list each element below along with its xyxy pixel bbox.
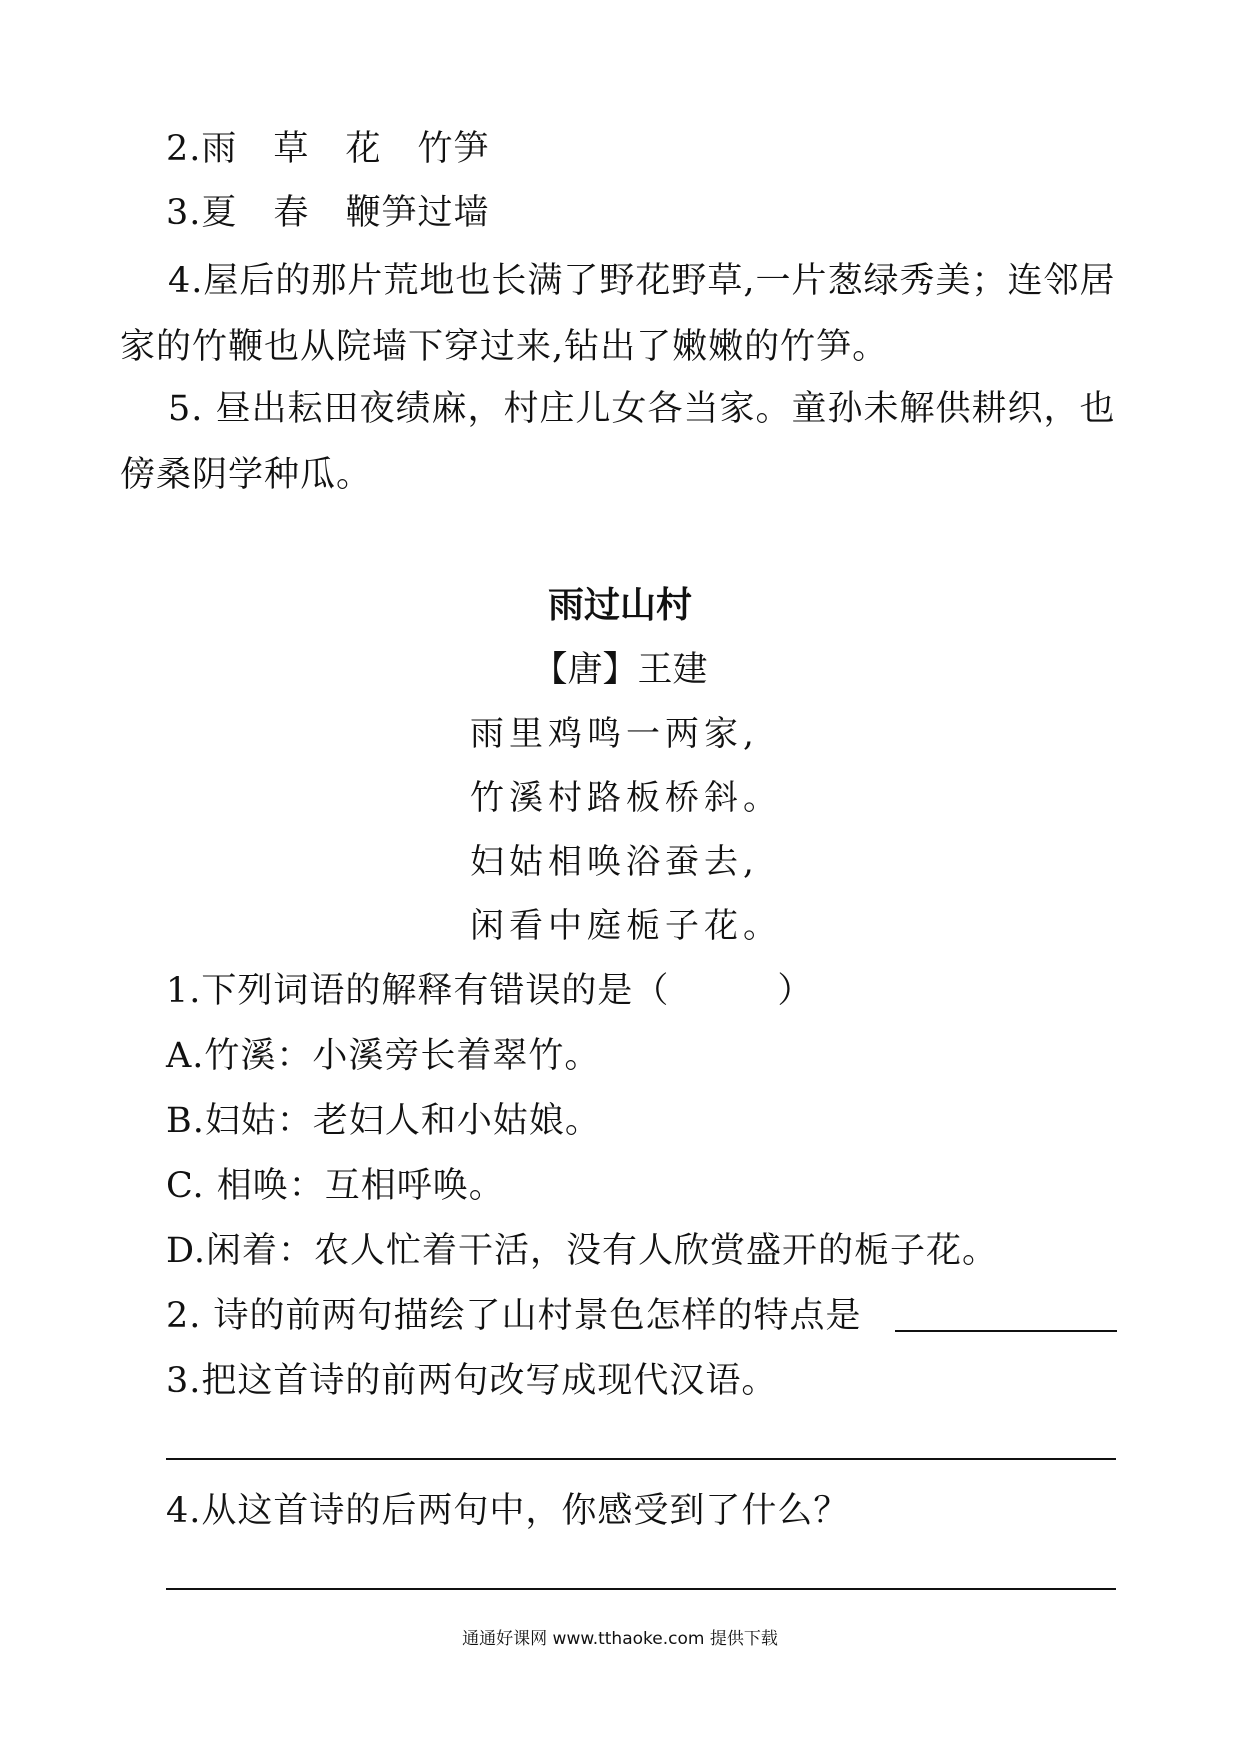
answer-2-number: 2.	[166, 129, 202, 169]
option-d: D.闲着：农人忙着干活，没有人欣赏盛开的栀子花。	[166, 1231, 998, 1271]
poem-line-4: 闲看中庭栀子花。	[470, 906, 782, 946]
answer-2	[166, 128, 489, 170]
poem-line-1: 雨里鸡鸣一两家,	[470, 714, 759, 754]
answer-2-word-1: 雨	[201, 129, 238, 169]
poem-title: 雨过山村	[547, 585, 692, 626]
poem-line-3: 妇姑相唤浴蚕去,	[470, 842, 759, 882]
answer-4: 4.屋后的那片荒地也长满了野花野草,一片葱绿秀美；连邻居家的竹鞭也从院墙下穿过来,钻出了嫩嫩的竹笋。	[120, 261, 1116, 367]
question-1: 1.下列词语的解释有错误的是（ ）	[166, 971, 814, 1011]
question-4: 4.从这首诗的后两句中，你感受到了什么？	[166, 1491, 850, 1531]
answer-2-word-2: 草	[273, 129, 310, 169]
answer-3-number: 3.	[166, 193, 202, 233]
question-2-answer-blank[interactable]	[895, 1330, 1117, 1332]
answer-5: 5. 昼出耘田夜绩麻，村庄儿女各当家。童孙未解供耕织，也傍桑阴学种瓜。	[120, 389, 1116, 495]
answer-3-word-1: 夏	[201, 193, 238, 233]
page-footer: 通通好课网 www.tthaoke.com 提供下载	[462, 1629, 778, 1649]
answer-2-word-4: 竹笋	[417, 129, 490, 169]
option-b: B.妇姑：老妇人和小姑娘。	[166, 1101, 601, 1141]
question-4-answer-line[interactable]	[166, 1588, 1116, 1590]
question-3: 3.把这首诗的前两句改写成现代汉语。	[166, 1361, 778, 1401]
answer-2-word-3: 花	[345, 129, 382, 169]
poem-line-2: 竹溪村路板桥斜。	[470, 778, 782, 818]
question-3-answer-line[interactable]	[166, 1458, 1116, 1460]
answer-3-word-3: 鞭笋过墙	[345, 193, 490, 233]
answer-3	[166, 192, 489, 234]
question-2: 2. 诗的前两句描绘了山村景色怎样的特点是	[166, 1296, 862, 1336]
option-a: A.竹溪：小溪旁长着翠竹。	[166, 1036, 601, 1076]
option-c: C. 相唤：互相呼唤。	[166, 1166, 505, 1206]
answer-3-word-2: 春	[273, 193, 310, 233]
poem-author: 【唐】王建	[532, 650, 708, 690]
